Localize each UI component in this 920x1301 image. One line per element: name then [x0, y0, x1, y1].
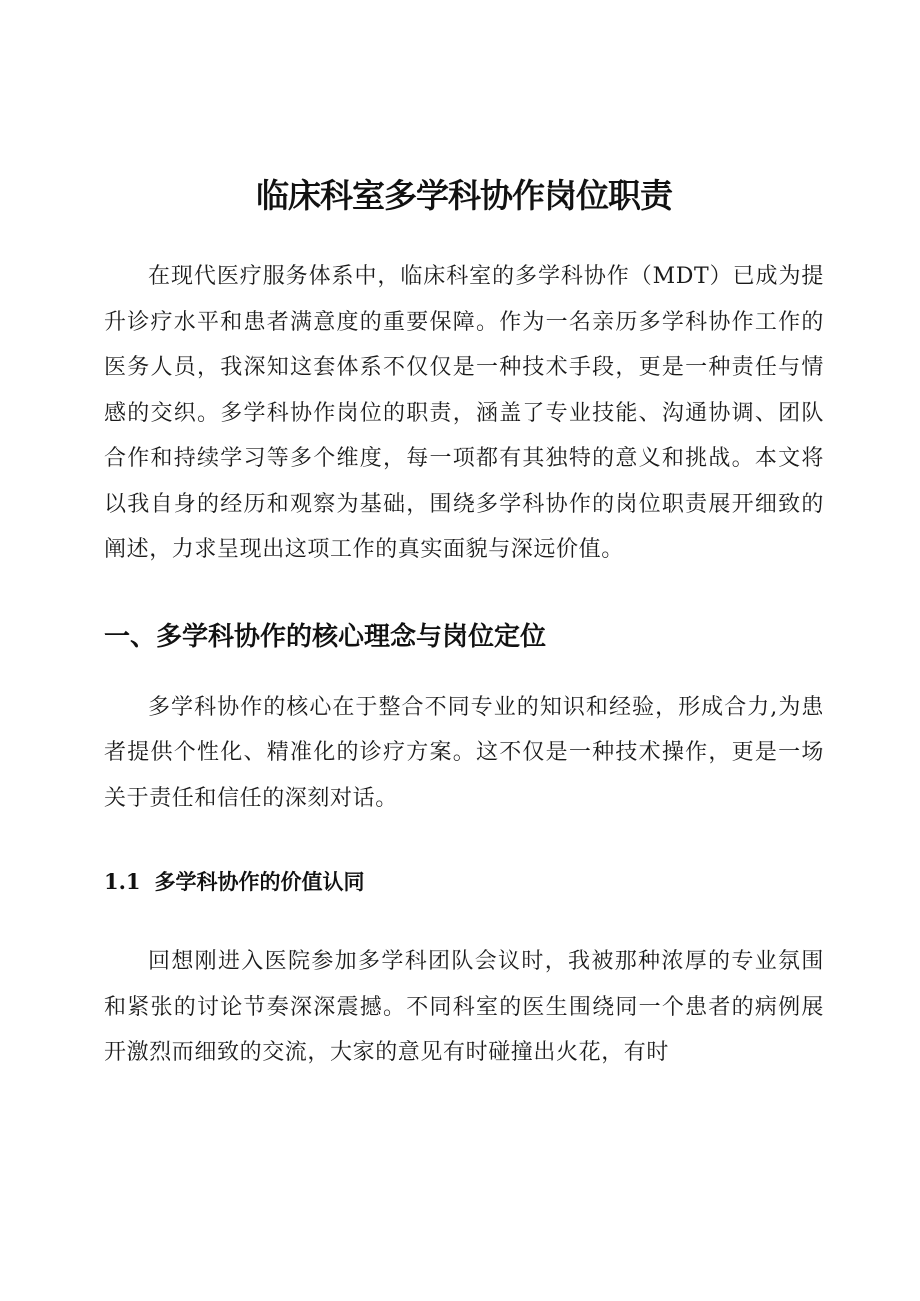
- subsection-1-1-heading: [104, 865, 824, 899]
- document-body: [104, 170, 824, 1076]
- section-1-heading: 一、多学科协作的核心理念与岗位定位: [104, 621, 547, 652]
- subsection-title: 多学科协作的价值认同: [154, 870, 365, 894]
- intro-paragraph: 在现代医疗服务体系中，临床科室的多学科协作（MDT）已成为提升诊疗水平和患者满意度的重要保障。作为一名亲历多学科协作工作的医务人员，我深知这套体系不仅仅是一种技术手段，更是一种责任与情感的交织。多学科协作岗位的职责，涵盖了专业技能、沟通协调、团队合作和持续学习等多个维度，每一项都有其独特的意义和挑战。本文将以我自身的经历和观察为基础，围绕多学科协作的岗位职责展开细致的阐述，力求呈现出这项工作的真实面貌与深远价值。: [104, 264, 824, 562]
- document-title: 临床科室多学科协作岗位职责: [256, 176, 672, 215]
- subsection-1-1-paragraph: 回想刚进入医院参加多学科团队会议时，我被那种浓厚的专业氛围和紧张的讨论节奏深深震撼。不同科室的医生围绕同一个患者的病例展开激烈而细致的交流，大家的意见有时碰撞出火花，有时: [104, 949, 824, 1065]
- subsection-number: 1.1: [104, 869, 141, 894]
- section-1-paragraph: 多学科协作的核心在于整合不同专业的知识和经验，形成合力,为患者提供个性化、精准化的诊疗方案。这不仅是一种技术操作，更是一场关于责任和信任的深刻对话。: [104, 694, 824, 811]
